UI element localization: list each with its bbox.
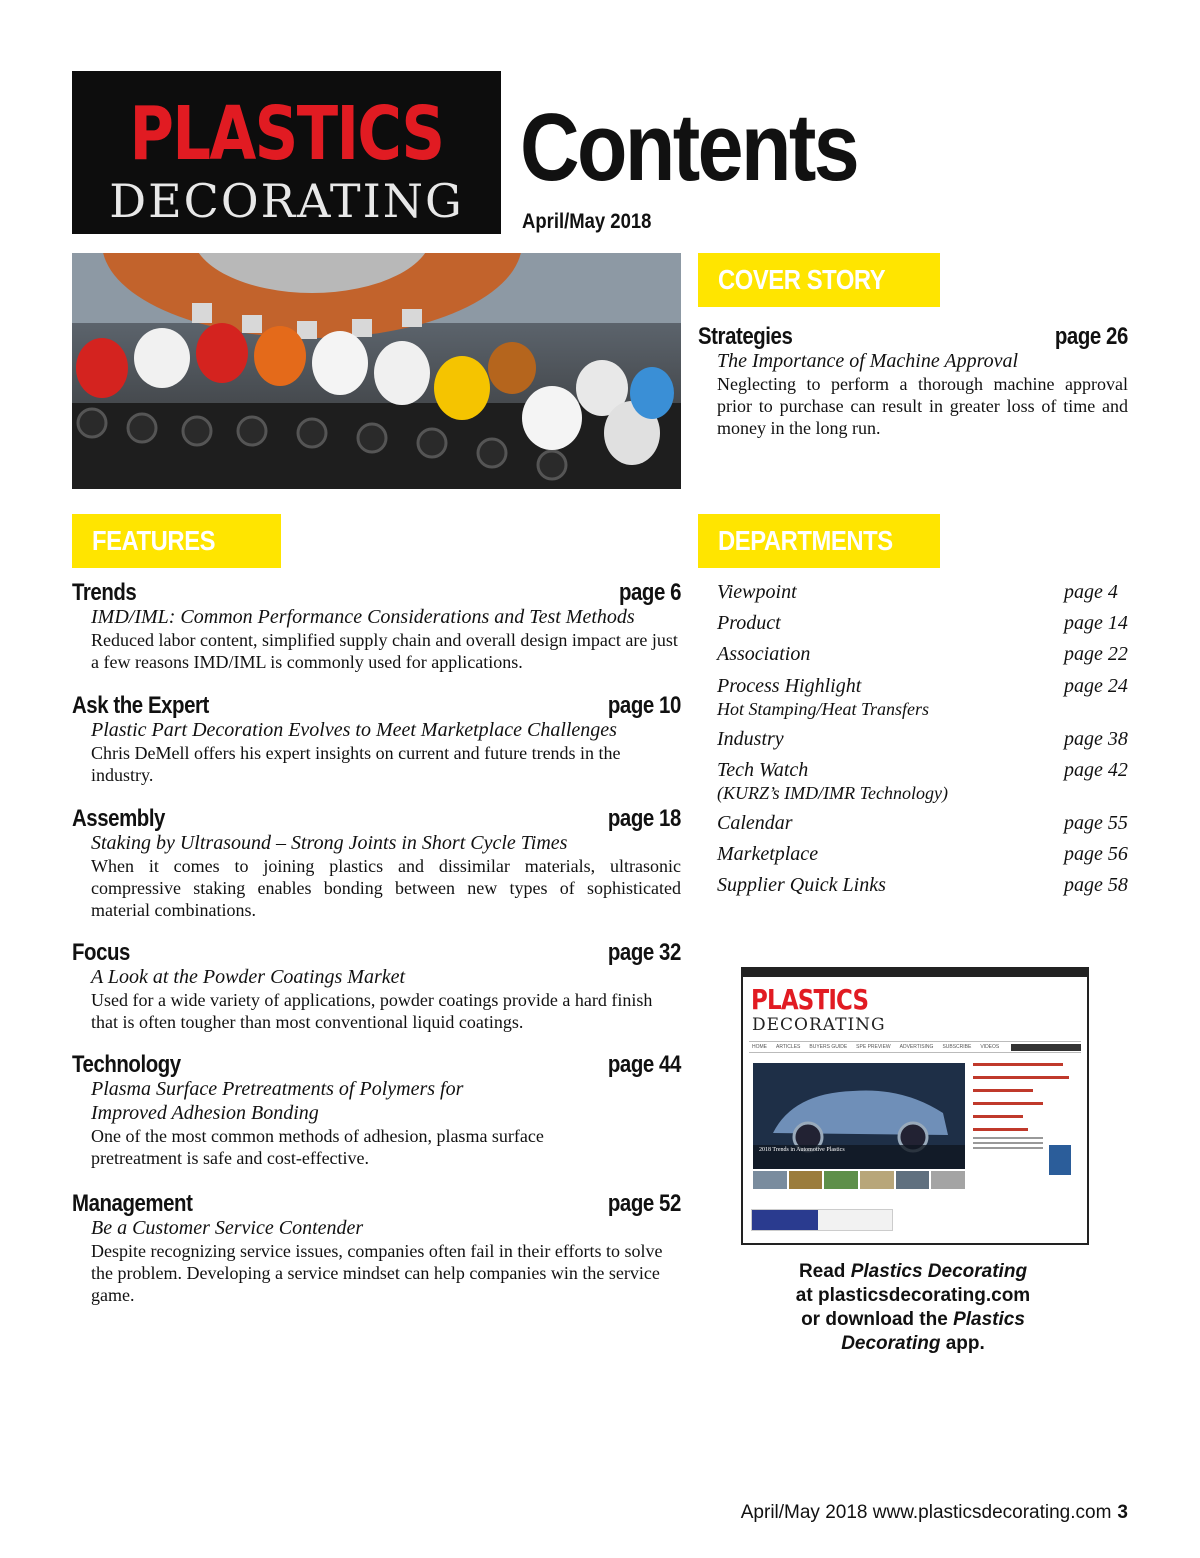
feature-subtitle: Be a Customer Service Contender: [91, 1217, 364, 1239]
feature-heading: Ask the Expert: [72, 692, 209, 719]
department-item-industry[interactable]: [717, 727, 1129, 751]
department-page: page 14: [1064, 612, 1128, 634]
feature-page: page 44: [607, 1051, 681, 1078]
department-page: page 42: [1064, 759, 1128, 781]
feature-item-trends[interactable]: [72, 581, 681, 673]
feature-page: page 32: [607, 939, 681, 966]
site-nav-item[interactable]: ADVERTISING: [899, 1044, 934, 1050]
department-name: Calendar: [717, 812, 793, 834]
feature-item-technology[interactable]: [72, 1053, 681, 1169]
department-name: Product: [717, 612, 781, 634]
feature-page: page 10: [607, 692, 681, 719]
site-thumbnail-strip: [753, 1171, 965, 1189]
departments-banner-label: DEPARTMENTS: [718, 525, 893, 556]
cover-story-subtitle: The Importance of Machine Approval: [717, 350, 1019, 372]
department-name: Industry: [717, 728, 784, 750]
department-name: Marketplace: [717, 843, 819, 865]
issue-date: April/May 2018: [522, 210, 652, 233]
cover-story-description: Neglecting to perform a thorough machine approval prior to purchase can result in greater loss of time and money in the long run.: [717, 374, 1128, 438]
caption-magazine: Plastics Decorating: [850, 1261, 1028, 1282]
page-number: 3: [1117, 1502, 1128, 1523]
feature-page: page 6: [618, 579, 681, 606]
feature-item-management[interactable]: [72, 1192, 681, 1306]
department-item-supplier-quick-links[interactable]: [717, 873, 1129, 897]
cover-story-banner: [698, 253, 940, 307]
site-hero-headline: 2018 Trends in Automotive Plastics: [759, 1147, 845, 1153]
department-name: Process Highlight: [717, 675, 862, 697]
department-item-tech-watch[interactable]: [717, 758, 1129, 804]
cover-story-heading: Strategies: [698, 323, 793, 350]
department-page: page 4: [1064, 581, 1118, 603]
site-ad-banner[interactable]: [751, 1209, 893, 1231]
feature-page: page 52: [607, 1190, 681, 1217]
cover-story-entry[interactable]: [698, 325, 1128, 439]
caption-app-2: Decorating: [841, 1333, 941, 1354]
feature-subtitle: Staking by Ultrasound – Strong Joints in Short Cycle Times: [91, 832, 568, 854]
feature-item-focus[interactable]: [72, 941, 681, 1033]
caption-app-1: Plastics: [953, 1309, 1025, 1330]
footer-text: April/May 2018 www.plasticsdecorating.com: [740, 1502, 1112, 1523]
department-item-calendar[interactable]: [717, 811, 1129, 835]
site-logo-line-1: PLASTICS: [751, 983, 869, 1016]
caption-or: or download the: [801, 1309, 954, 1330]
page-title: Contents: [520, 94, 858, 201]
department-name: Viewpoint: [717, 581, 797, 603]
department-item-product[interactable]: [717, 611, 1129, 635]
caption-app: app.: [940, 1333, 985, 1354]
caption-read: Read: [798, 1261, 851, 1282]
cover-photo: [72, 253, 681, 489]
feature-heading: Assembly: [72, 805, 165, 832]
feature-heading: Technology: [72, 1051, 181, 1078]
department-name: Association: [717, 643, 811, 665]
features-banner-label: FEATURES: [92, 525, 216, 556]
feature-subtitle: Plasma Surface Pretreatments of Polymers for Improved Adhesion Bonding: [91, 1078, 464, 1124]
website-screenshot[interactable]: [741, 967, 1089, 1245]
site-search-box[interactable]: [1011, 1044, 1081, 1051]
cover-story-banner-label: COVER STORY: [718, 264, 886, 295]
department-item-viewpoint[interactable]: [717, 580, 1129, 604]
site-nav-item[interactable]: HOME: [752, 1044, 767, 1050]
feature-heading: Focus: [72, 939, 130, 966]
feature-description: Chris DeMell offers his expert insights on current and future trends in the industry.: [91, 743, 621, 785]
feature-description: Despite recognizing service issues, companies often fail in their efforts to solve the problem. Developing a service mindset can help companies win the service game.: [91, 1241, 663, 1305]
feature-subtitle: Plastic Part Decoration Evolves to Meet Marketplace Challenges: [91, 719, 617, 741]
site-sidebar: [973, 1063, 1077, 1152]
department-name: Tech Watch: [717, 759, 809, 781]
site-nav: [749, 1041, 1081, 1053]
feature-description: Reduced labor content, simplified supply chain and overall design impact are just a few reasons IMD/IML is commonly used for applications.: [91, 630, 678, 672]
department-item-association[interactable]: [717, 642, 1129, 666]
department-page: page 22: [1064, 643, 1128, 665]
site-logo-line-2: DECORATING: [752, 1015, 886, 1035]
website-caption: [741, 1260, 1085, 1356]
logo-line-2: DECORATING: [109, 174, 464, 228]
page-footer: [741, 1502, 1128, 1524]
department-page: page 38: [1064, 728, 1128, 750]
site-nav-item[interactable]: VIDEOS: [980, 1044, 1000, 1050]
feature-heading: Trends: [72, 579, 137, 606]
site-nav-item[interactable]: BUYERS GUIDE: [809, 1044, 848, 1050]
site-hero-image[interactable]: [753, 1063, 965, 1169]
feature-description: One of the most common methods of adhesion, plasma surface pretreatment is safe and cost-effective.: [91, 1126, 544, 1168]
department-page: page 56: [1064, 843, 1128, 865]
departments-banner: [698, 514, 940, 568]
department-name: Supplier Quick Links: [717, 874, 886, 896]
department-item-process-highlight[interactable]: [717, 674, 1129, 720]
features-banner: [72, 514, 281, 568]
department-item-marketplace[interactable]: [717, 842, 1129, 866]
feature-heading: Management: [72, 1190, 193, 1217]
department-page: page 55: [1064, 812, 1128, 834]
department-note: (KURZ’s IMD/IMR Technology): [717, 783, 948, 803]
site-nav-item[interactable]: SPE PREVIEW: [856, 1044, 891, 1050]
feature-description: When it comes to joining plastics and dissimilar materials, ultrasonic compressive staking enables bonding between new types of sophisticated material combinations.: [91, 856, 681, 920]
cover-story-page: page 26: [1054, 323, 1128, 350]
feature-subtitle: A Look at the Powder Coatings Market: [91, 966, 406, 988]
caption-url[interactable]: at plasticsdecorating.com: [795, 1285, 1031, 1306]
feature-subtitle: IMD/IML: Common Performance Considerations and Test Methods: [91, 606, 635, 628]
magazine-logo: [72, 71, 501, 234]
department-page: page 58: [1064, 874, 1128, 896]
feature-item-assembly[interactable]: [72, 807, 681, 921]
feature-page: page 18: [607, 805, 681, 832]
department-note: Hot Stamping/Heat Transfers: [717, 699, 930, 719]
logo-line-1: PLASTICS: [129, 91, 444, 177]
feature-item-ask-the-expert[interactable]: [72, 694, 681, 786]
site-nav-item[interactable]: ARTICLES: [776, 1044, 801, 1050]
department-page: page 24: [1064, 675, 1128, 697]
site-top-bar: [743, 969, 1087, 977]
departments-list: [717, 580, 1129, 897]
site-nav-item[interactable]: SUBSCRIBE: [942, 1044, 972, 1050]
feature-description: Used for a wide variety of applications, powder coatings provide a hard finish that is often tougher than most conventional liquid coatings.: [91, 990, 653, 1032]
